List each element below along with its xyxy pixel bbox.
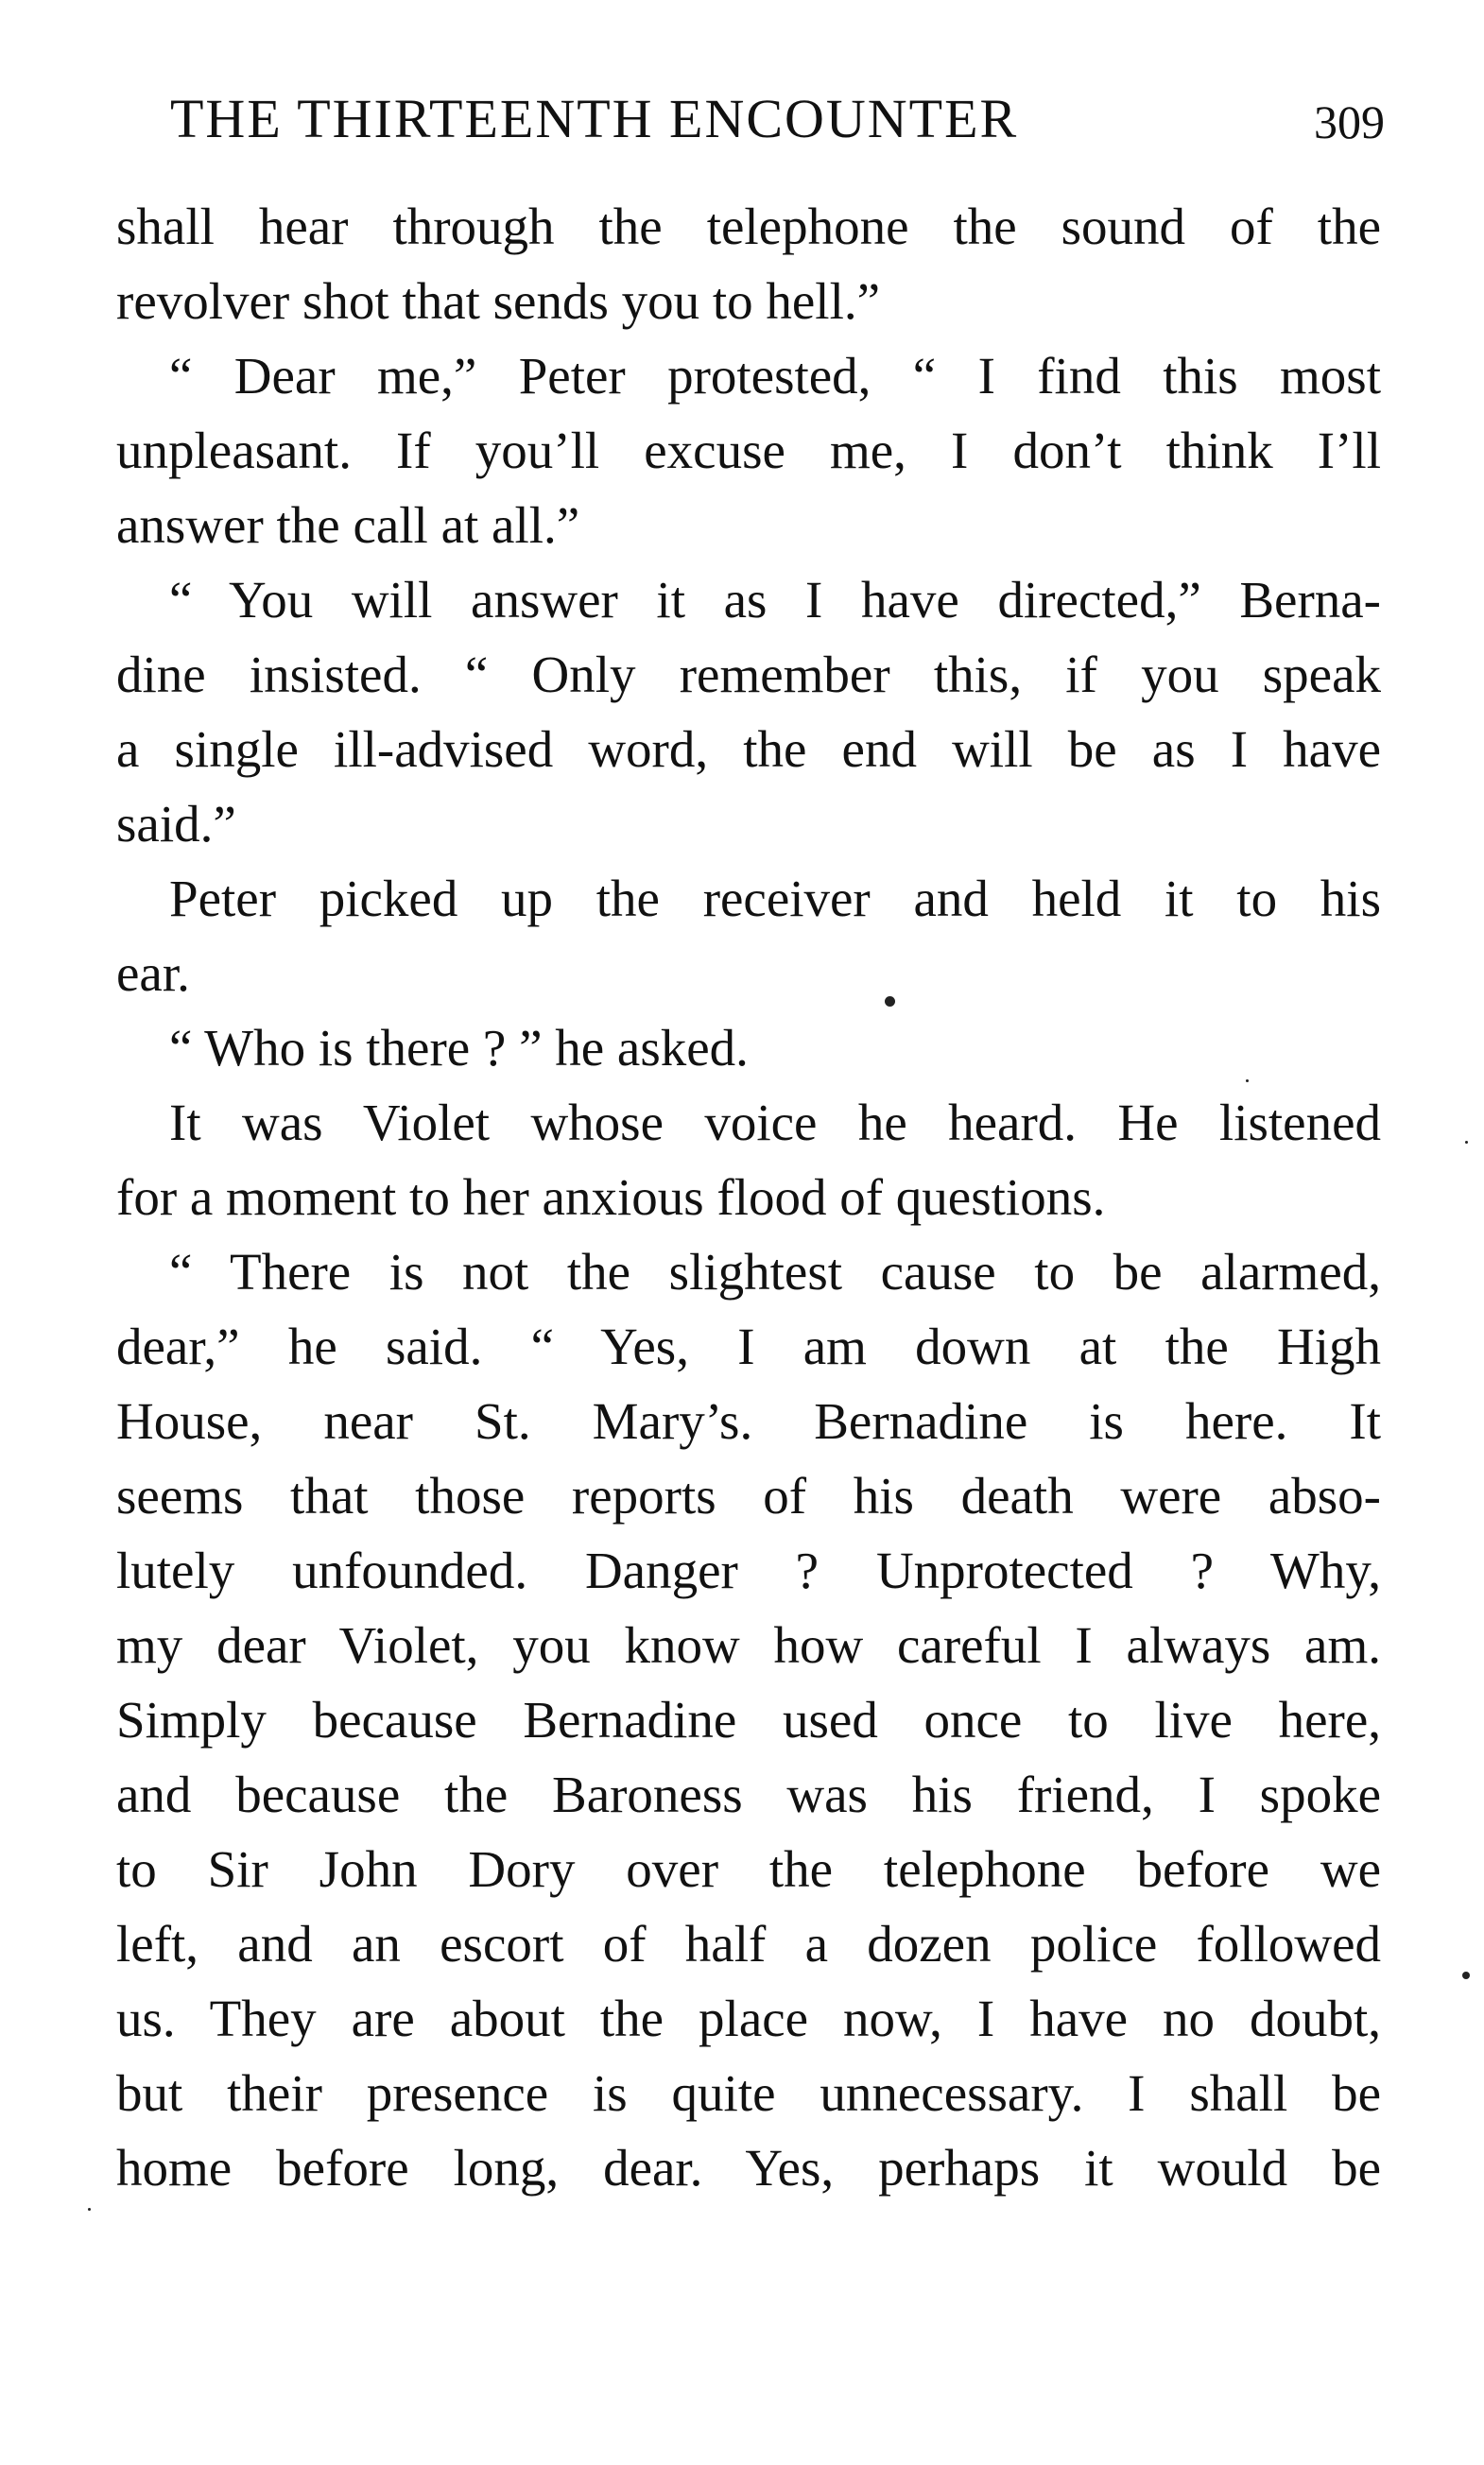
page-number: 309: [1314, 95, 1385, 148]
text-line: Simply because Bernadine used once to live here,: [116, 1691, 1381, 1749]
text-line: and because the Baroness was his friend, I spoke: [116, 1766, 1381, 1823]
text-line: lutely unfounded. Danger ? Unprotected ? Why,: [116, 1542, 1381, 1599]
text-line: Peter picked up the receiver and held it to his: [169, 870, 1381, 927]
text-line: It was Violet whose voice he heard. He listened: [169, 1094, 1381, 1151]
text-line: ear.: [116, 944, 190, 1002]
text-line: revolver shot that sends you to hell.”: [116, 272, 881, 330]
text-line: “ There is not the slightest cause to be alarmed,: [169, 1243, 1381, 1301]
text-line: seems that those reports of his death were abso-: [116, 1467, 1381, 1525]
text-line: “ Who is there ? ” he asked.: [169, 1019, 749, 1077]
text-line: shall hear through the telephone the sound of the: [116, 198, 1381, 255]
body-text: [116, 189, 1381, 2205]
text-line: but their presence is quite unnecessary. I shall be: [116, 2064, 1381, 2122]
text-line: a single ill-advised word, the end will be as I have: [116, 720, 1381, 778]
print-speck: [885, 996, 895, 1007]
running-title: THE THIRTEENTH ENCOUNTER: [170, 88, 1019, 149]
text-line: dine insisted. “ Only remember this, if you speak: [116, 646, 1381, 703]
text-line: “ You will answer it as I have directed,” Berna-: [169, 571, 1381, 629]
print-speck: [1462, 1972, 1470, 1979]
text-line: said.”: [116, 795, 236, 853]
print-speck: [88, 2208, 91, 2211]
text-line: home before long, dear. Yes, perhaps it would be: [116, 2139, 1381, 2197]
text-line: left, and an escort of half a dozen police followed: [116, 1915, 1381, 1973]
print-speck: [1465, 1141, 1468, 1144]
print-speck: [1246, 1079, 1249, 1082]
text-line: unpleasant. If you’ll excuse me, I don’t think I’ll: [116, 422, 1381, 479]
text-line: “ Dear me,” Peter protested, “ I find this most: [169, 347, 1381, 405]
text-line: to Sir John Dory over the telephone before we: [116, 1840, 1381, 1898]
text-line: House, near St. Mary’s. Bernadine is here. It: [116, 1392, 1381, 1450]
text-line: dear,” he said. “ Yes, I am down at the High: [116, 1318, 1381, 1375]
text-line: us. They are about the place now, I have no doubt,: [116, 1990, 1381, 2047]
text-line: for a moment to her anxious flood of questions.: [116, 1168, 1106, 1226]
text-line: answer the call at all.”: [116, 496, 580, 554]
text-line: my dear Violet, you know how careful I always am.: [116, 1616, 1381, 1674]
page-header: [170, 87, 1385, 163]
